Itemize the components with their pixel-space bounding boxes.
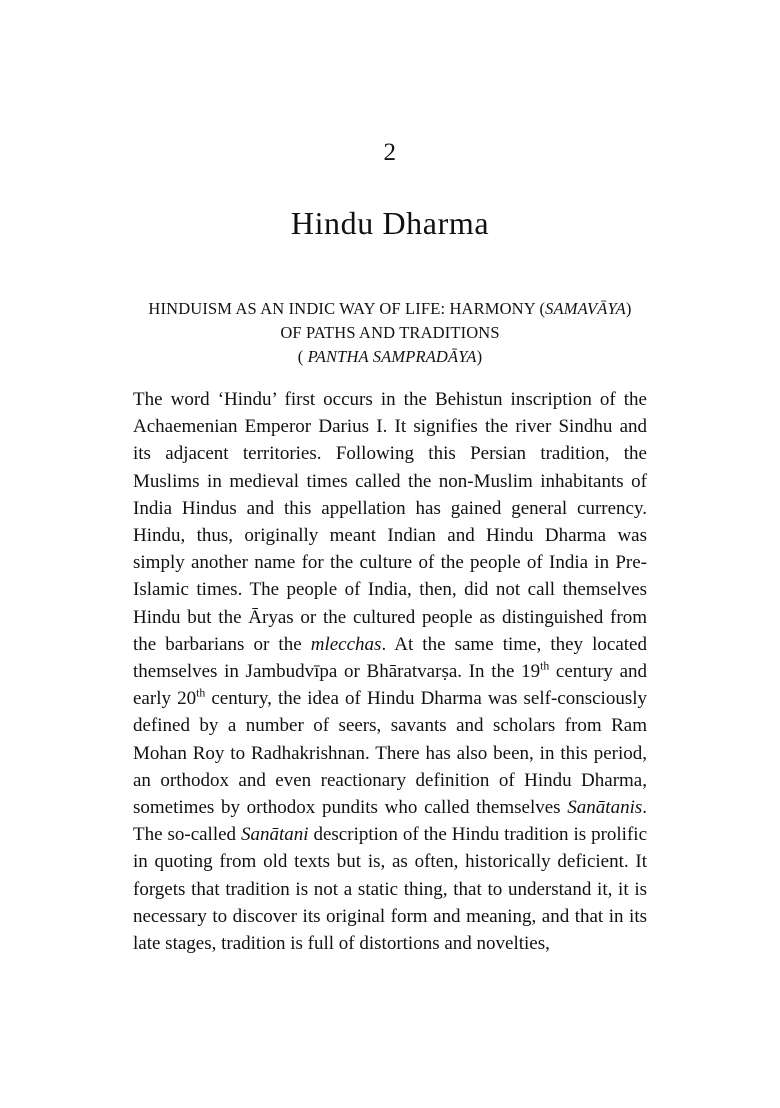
body-text-part-6: description of the Hindu tradition is prolific in quoting from old texts but is, as often, historically deficient. It forgets that tradition is not a static thing, that to understand it, it is necessary to discover its original form and meaning, and that in its late stages, tradition is full of distortions and novelties, — [133, 824, 647, 955]
chapter-number: 2 — [383, 139, 397, 166]
body-paragraph — [133, 369, 647, 957]
section-heading-line-3-open-paren: ( — [297, 347, 308, 366]
page-content-column — [133, 0, 647, 957]
section-heading-line-1-text: HINDUISM AS AN INDIC WAY OF LIFE: HARMONY ( — [148, 299, 546, 318]
section-heading-line-1-italic-term: SAMAVĀYA — [545, 299, 626, 318]
body-italic-sanatani: Sanātani — [240, 824, 309, 846]
ordinal-suffix-20th: th — [196, 686, 206, 700]
section-heading-line-3 — [133, 345, 647, 369]
section-heading-line-1 — [133, 297, 647, 321]
ordinal-suffix-19th: th — [540, 659, 550, 673]
body-text-part-1: The word ‘Hindu’ first occurs in the Behistun inscription of the Achaemenian Emperor Darius I. It signifies the river Sindhu and its adjacent territories. Following this Persian tradition, the Muslims in medieval times called the non-Muslim inhabitants of India Hindus and this appellation has gained general currency. Hindu, thus, originally meant Indian and Hindu Dharma was simply another name for the culture of the people of India in Pre-Islamic times. The people of India, then, did not call themselves Hindu but the Āryas or the cultured people as distinguished from the barbarians or the — [133, 389, 647, 655]
body-text-part-2: . At the same time, they located themselves in Jambudvīpa or Bhāratvarṣa. In the 19 — [133, 633, 647, 683]
section-heading-line-3-close-paren: ) — [476, 347, 483, 366]
section-heading-line-2: OF PATHS AND TRADITIONS — [280, 323, 500, 342]
section-heading-line-3-italic-term: PANTHA SAMPRADĀYA — [307, 347, 477, 366]
body-text-part-3: century and early 20 — [133, 661, 648, 710]
section-heading-line-1-close-paren: ) — [625, 299, 632, 318]
body-italic-mlecchas: mlecchas — [310, 633, 382, 655]
body-italic-sanatanis: Sanātanis — [567, 797, 643, 819]
chapter-title: Hindu Dharma — [290, 205, 490, 241]
body-text-part-4: century, the idea of Hindu Dharma was self-consciously defined by a number of seers, savants and scholars from Ram Mohan Roy to Radhakrishnan. There has also been, in this period, an orthodox and even reactionary definition of Hindu Dharma, sometimes by orthodox pundits who called themselves — [133, 688, 647, 819]
section-heading — [133, 239, 647, 369]
body-text-part-5: . The so-called — [133, 797, 647, 846]
